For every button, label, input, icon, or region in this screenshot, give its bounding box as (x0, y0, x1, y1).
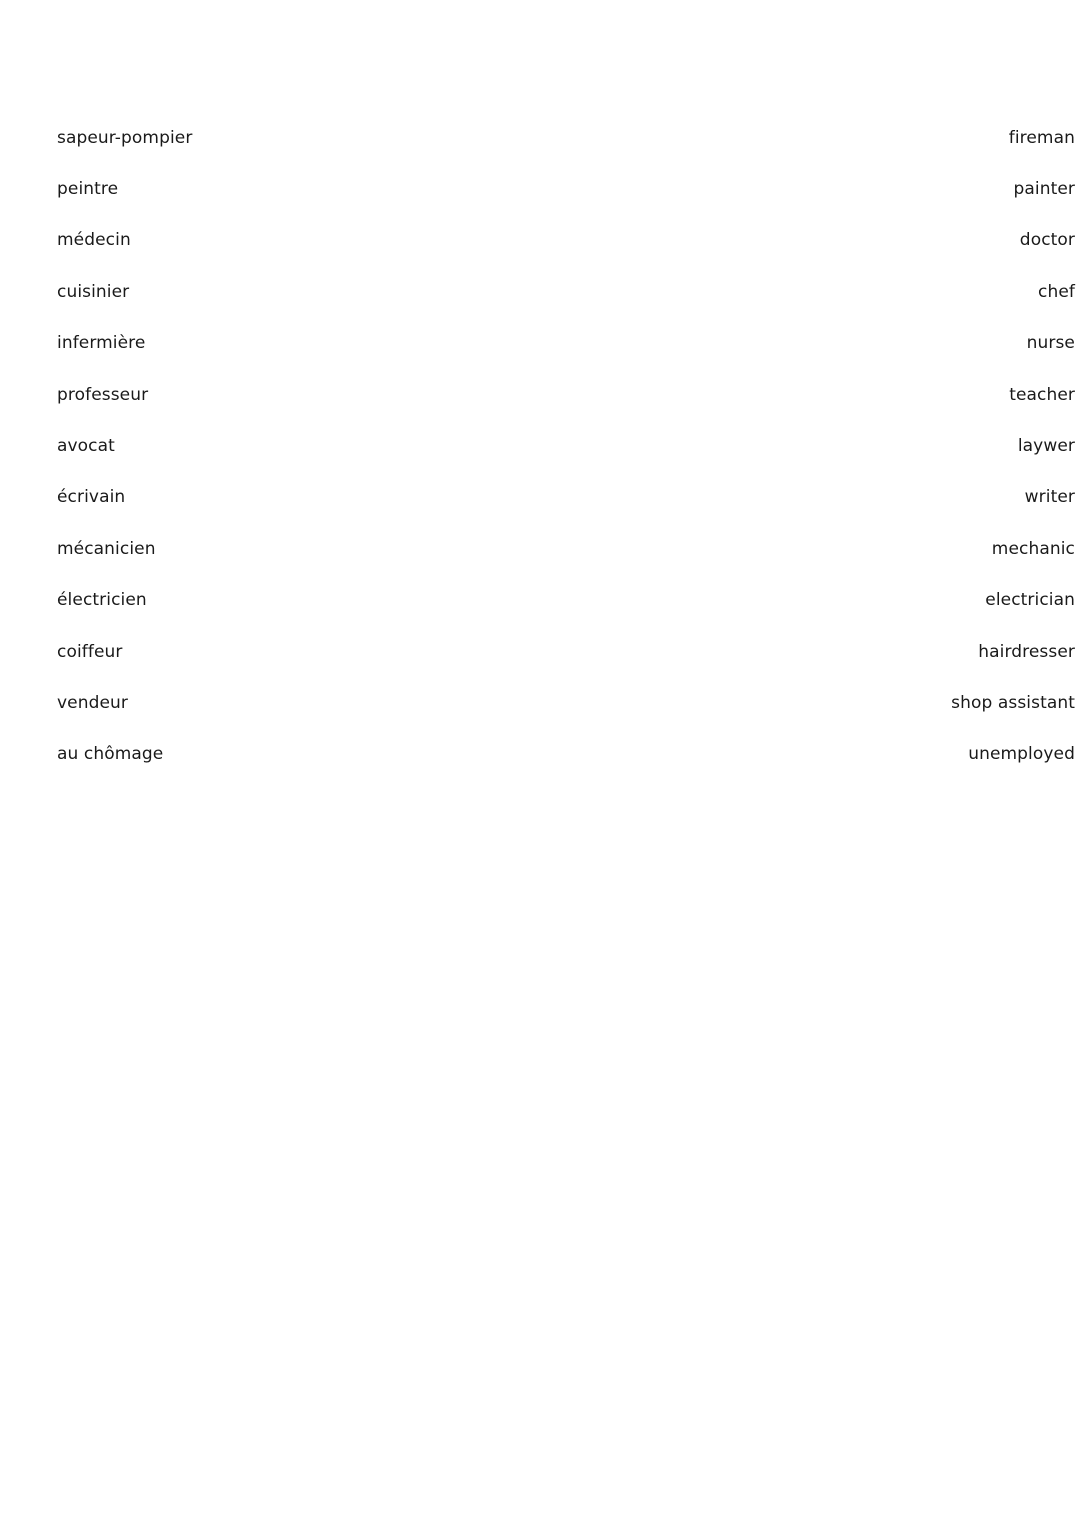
french-term: coiffeur (57, 641, 123, 662)
english-term: writer (1024, 487, 1075, 508)
english-term: shop assistant (951, 692, 1075, 713)
vocab-row (57, 523, 1075, 574)
vocab-row (57, 112, 1075, 163)
vocab-row (57, 575, 1075, 626)
vocab-row (57, 420, 1075, 471)
english-term: teacher (1009, 384, 1075, 405)
french-term: professeur (57, 384, 149, 405)
english-term: electrician (985, 590, 1075, 611)
vocab-row (57, 163, 1075, 214)
vocab-row (57, 472, 1075, 523)
french-term: mécanicien (57, 538, 156, 559)
english-term: painter (1013, 179, 1075, 200)
french-term: écrivain (57, 487, 126, 508)
english-term: fireman (1008, 127, 1075, 148)
french-term: au chômage (57, 744, 164, 765)
vocab-row (57, 215, 1075, 266)
french-term: médecin (57, 230, 131, 251)
french-term: cuisinier (57, 281, 130, 302)
french-term: sapeur-pompier (57, 127, 193, 148)
french-term: vendeur (57, 692, 129, 713)
english-term: hairdresser (978, 641, 1075, 662)
vocab-row (57, 626, 1075, 677)
english-term: chef (1038, 281, 1075, 302)
vocab-row (57, 369, 1075, 420)
vocab-row (57, 266, 1075, 317)
vocab-row (57, 729, 1075, 780)
vocab-row (57, 318, 1075, 369)
french-term: électricien (57, 590, 147, 611)
english-term: unemployed (968, 744, 1075, 765)
french-term: avocat (57, 436, 115, 457)
vocab-row (57, 677, 1075, 728)
vocabulary-list (57, 112, 1075, 780)
english-term: laywer (1017, 436, 1075, 457)
english-term: doctor (1019, 230, 1075, 251)
english-term: mechanic (991, 538, 1075, 559)
french-term: peintre (57, 179, 119, 200)
english-term: nurse (1026, 333, 1075, 354)
french-term: infermière (57, 333, 146, 354)
